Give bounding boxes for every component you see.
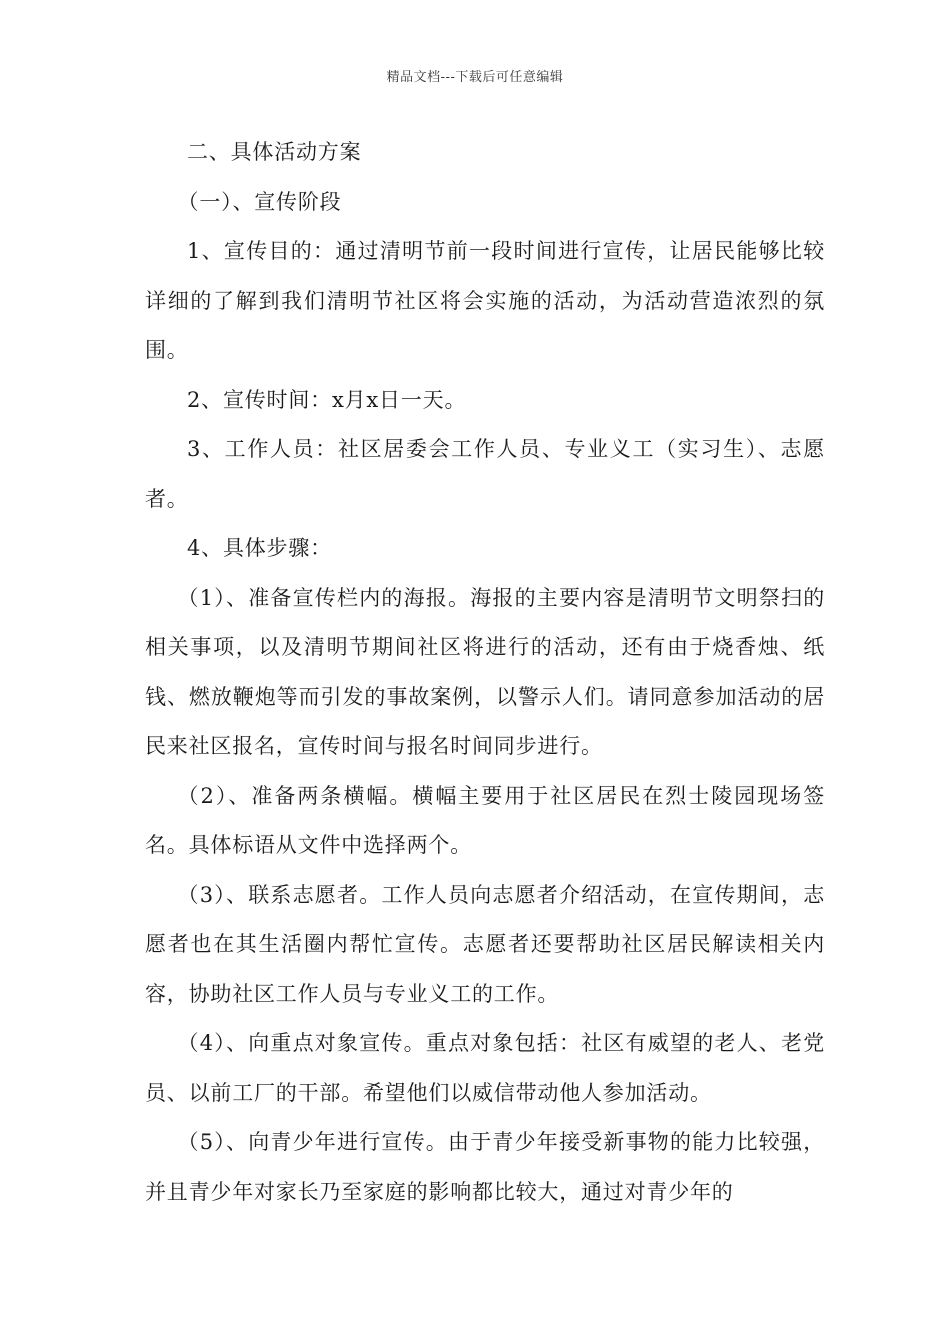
paragraph-purpose: 1、宣传目的：通过清明节前一段时间进行宣传，让居民能够比较详细的了解到我们清明节社区将会实施的活动，为活动营造浓烈的氛围。 bbox=[145, 239, 825, 362]
paragraph-step-1: （1）、准备宣传栏内的海报。海报的主要内容是清明节文明祭扫的相关事项，以及清明节期间社区将进行的活动，还有由于烧香烛、纸钱、燃放鞭炮等而引发的事故案例，以警示人们。请同意参加活动的居民来社区报名，宣传时间与报名时间同步进行。 bbox=[145, 585, 825, 758]
section-heading: 二、具体活动方案 bbox=[187, 140, 362, 164]
paragraph-steps-heading: 4、具体步骤： bbox=[187, 536, 332, 560]
paragraph-step-5: （5）、向青少年进行宣传。由于青少年接受新事物的能力比较强，并且青少年对家长乃至家庭的影响都比较大，通过对青少年的 bbox=[145, 1130, 825, 1204]
paragraph-step-4: （4）、向重点对象宣传。重点对象包括：社区有威望的老人、老党员、以前工厂的干部。希望他们以威信带动他人参加活动。 bbox=[145, 1031, 825, 1105]
page-header: 精品文档---下载后可任意编辑 bbox=[386, 70, 564, 85]
paragraph-time: 2、宣传时间：x月x日一天。 bbox=[187, 387, 467, 412]
paragraph-step-3: （3）、联系志愿者。工作人员向志愿者介绍活动，在宣传期间，志愿者也在其生活圈内帮忙宣传。志愿者还要帮助社区居民解读相关内容，协助社区工作人员与专业义工的工作。 bbox=[145, 882, 825, 1006]
paragraph-step-2: （2）、准备两条横幅。横幅主要用于社区居民在烈士陵园现场签名。具体标语从文件中选择两个。 bbox=[145, 783, 825, 857]
subsection-heading: （一）、宣传阶段 bbox=[177, 189, 342, 214]
document-body bbox=[145, 128, 825, 1217]
paragraph-staff: 3、工作人员：社区居委会工作人员、专业义工（实习生）、志愿者。 bbox=[145, 437, 825, 511]
